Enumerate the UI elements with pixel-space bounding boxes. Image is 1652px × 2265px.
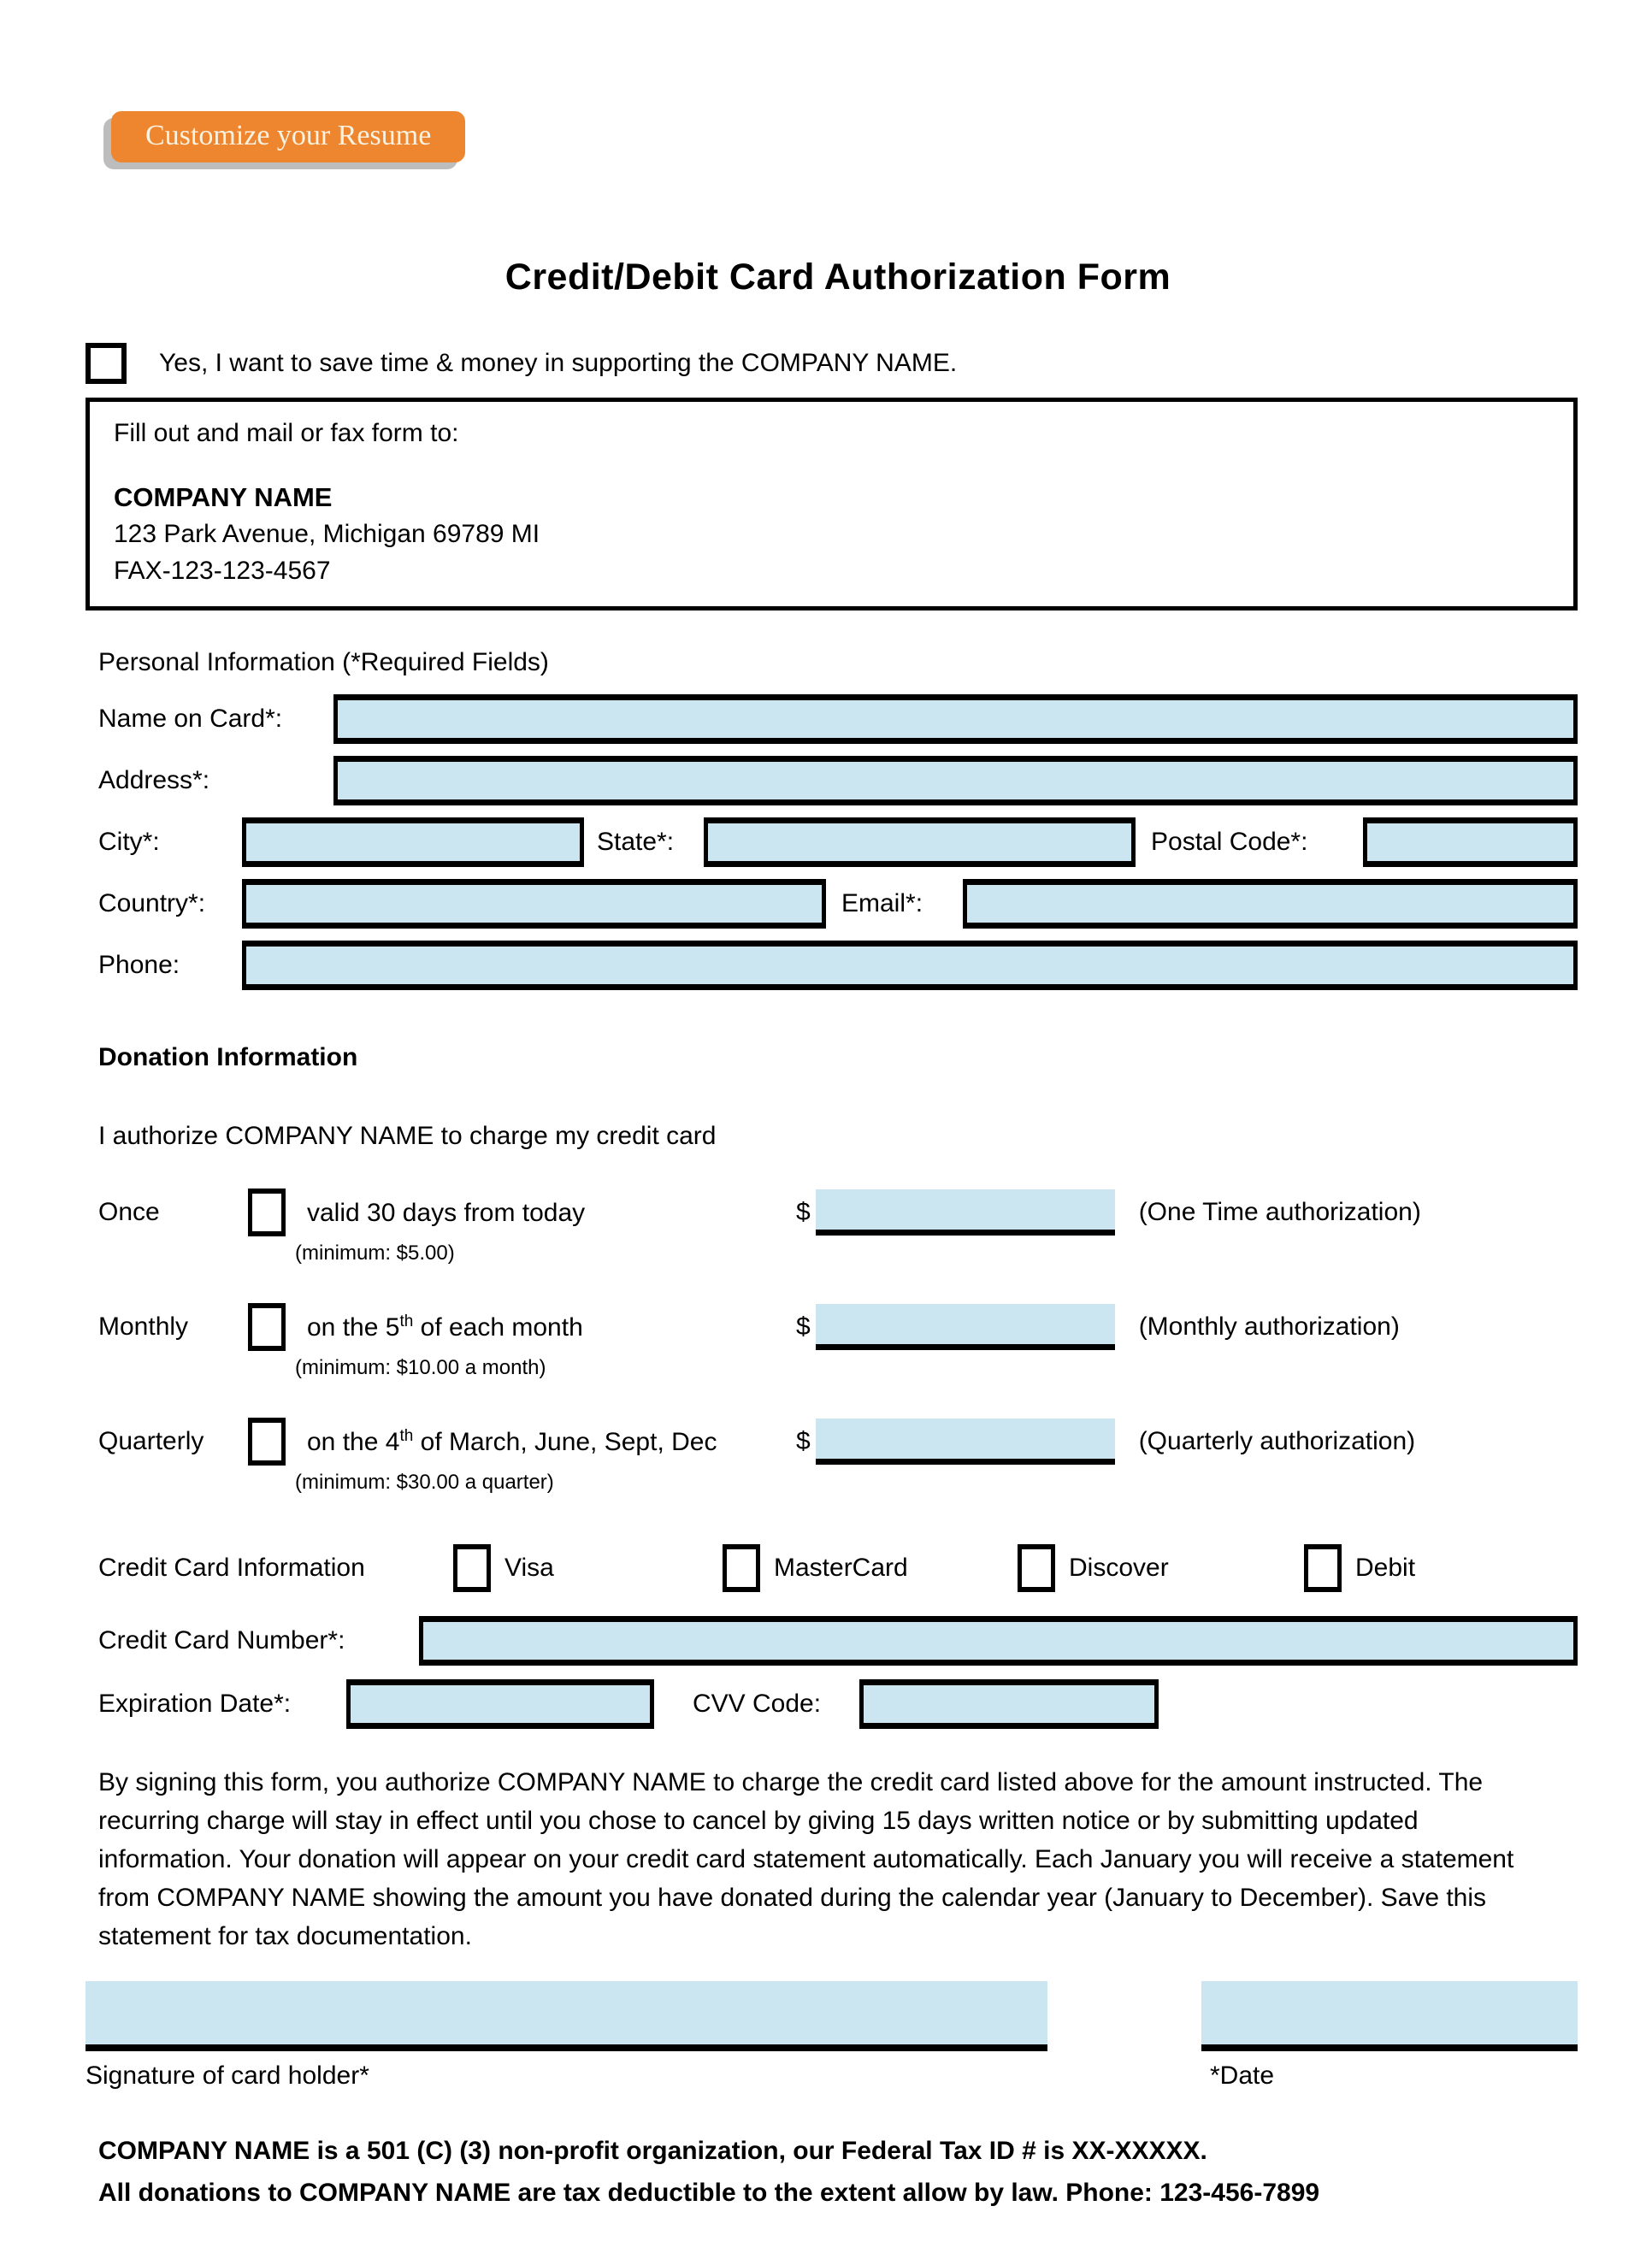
monthly-desc-text: on the 5 [307,1312,400,1342]
address-row [98,756,1578,805]
email-field[interactable] [963,879,1578,929]
footer-line-2: All donations to COMPANY NAME are tax deductible to the extent allow by law. Phone: 123-456-7899 [98,2179,1320,2207]
name-on-card-row [98,694,1578,744]
address-field[interactable] [333,756,1578,805]
debit-label: Debit [1355,1554,1416,1582]
phone-label: Phone: [98,951,180,979]
monthly-authorization-label: (Monthly authorization) [1138,1312,1400,1341]
signature-row [86,1981,1578,2091]
monthly-checkbox[interactable] [248,1303,286,1351]
once-dollar-sign: $ [796,1198,811,1226]
quarterly-amount-field[interactable] [816,1419,1115,1465]
date-field[interactable] [1201,1981,1578,2051]
customize-resume-button[interactable]: Customize your Resume [111,111,465,162]
once-authorization-label: (One Time authorization) [1138,1198,1421,1226]
email-label: Email*: [841,889,923,917]
optin-row [86,343,1578,384]
card-number-label: Credit Card Number*: [98,1626,345,1655]
once-minimum-note: (minimum: $5.00) [295,1242,455,1265]
quarterly-desc-text: on the 4 [307,1427,400,1456]
expiration-date-field[interactable] [346,1679,654,1729]
quarterly-dollar-sign: $ [796,1427,811,1455]
discover-checkbox[interactable] [1018,1544,1055,1592]
mailbox-intro: Fill out and mail or fax form to: [114,419,459,447]
monthly-desc-suffix: of each month [413,1312,583,1342]
city-label: City*: [98,828,160,856]
optin-checkbox[interactable] [86,343,127,384]
card-type-row [98,1544,1578,1592]
city-state-postal-row [98,817,1578,867]
debit-checkbox[interactable] [1304,1544,1342,1592]
credit-card-info-heading: Credit Card Information [98,1554,365,1582]
legal-disclaimer: By signing this form, you authorize COMPANY NAME to charge the credit card listed above for the amount instructed. The recurring charge will stay in effect until you chose to cancel by giving 15 days written notice or by submitting updated information. Your donation will appear on your credit card statement automatically. Each January you will receive a statement from COMPANY NAME showing the amount you have donated during the calendar year (January to December). Save this statement for tax documentation. [98,1768,1514,1950]
mail-fax-box [86,398,1578,610]
page-title: Credit/Debit Card Authorization Form [504,257,1171,298]
cvv-code-field[interactable] [859,1679,1159,1729]
phone-row [98,941,1578,990]
card-type-mastercard [723,1544,1018,1592]
signature-area [86,1981,1047,2091]
donation-monthly-row [98,1303,1578,1351]
donation-quarterly-row [98,1418,1578,1466]
donation-once-row [98,1189,1578,1236]
cvv-code-label: CVV Code: [693,1690,822,1718]
donation-info-heading: Donation Information [98,1043,358,1071]
date-label: *Date [1210,2062,1275,2090]
once-amount-field[interactable] [816,1189,1115,1236]
authorize-statement: I authorize COMPANY NAME to charge my credit card [98,1122,717,1150]
monthly-dollar-sign: $ [796,1312,811,1341]
mailbox-company: COMPANY NAME [114,482,333,512]
expiration-date-label: Expiration Date*: [98,1690,292,1718]
country-email-row [98,879,1578,929]
city-field[interactable] [242,817,584,867]
once-description [307,1198,796,1228]
name-on-card-label: Name on Card*: [98,705,283,733]
optin-label: Yes, I want to save time & money in supporting the COMPANY NAME. [159,349,958,377]
country-field[interactable] [242,879,826,929]
card-number-field[interactable] [419,1616,1578,1666]
postal-code-field[interactable] [1363,817,1578,867]
monthly-description [307,1312,796,1342]
state-label: State*: [597,828,675,856]
monthly-desc-sup: th [399,1312,414,1330]
expiration-cvv-row [98,1679,1578,1729]
once-checkbox[interactable] [248,1189,286,1236]
visa-label: Visa [504,1554,554,1582]
name-on-card-field[interactable] [333,694,1578,744]
phone-field[interactable] [242,941,1578,990]
mastercard-checkbox[interactable] [723,1544,760,1592]
monthly-label: Monthly [98,1312,189,1341]
date-area [1201,1981,1578,2091]
mailbox-fax: FAX-123-123-4567 [114,557,331,585]
state-field[interactable] [704,817,1136,867]
address-label: Address*: [98,766,210,794]
card-type-debit [1304,1544,1415,1592]
personal-info-heading: Personal Information (*Required Fields) [98,648,549,676]
mastercard-label: MasterCard [774,1554,908,1582]
once-label: Once [98,1198,160,1226]
quarterly-authorization-label: (Quarterly authorization) [1138,1427,1416,1455]
monthly-amount-field[interactable] [816,1304,1115,1350]
quarterly-desc-sup: th [399,1426,414,1445]
country-label: Country*: [98,889,206,917]
footer-note [98,2130,1578,2214]
quarterly-label: Quarterly [98,1427,204,1455]
card-number-row [98,1616,1578,1666]
footer-line-1: COMPANY NAME is a 501 (C) (3) non-profit organization, our Federal Tax ID # is XX-XXXXX. [98,2137,1207,2165]
discover-label: Discover [1069,1554,1169,1582]
monthly-minimum-note: (minimum: $10.00 a month) [295,1356,546,1379]
quarterly-checkbox[interactable] [248,1418,286,1466]
once-desc-text: valid 30 days from today [307,1198,586,1227]
postal-code-label: Postal Code*: [1151,828,1308,856]
mailbox-address: 123 Park Avenue, Michigan 69789 MI [114,520,540,548]
card-type-discover [1018,1544,1304,1592]
quarterly-desc-suffix: of March, June, Sept, Dec [413,1427,717,1456]
visa-checkbox[interactable] [453,1544,491,1592]
quarterly-minimum-note: (minimum: $30.00 a quarter) [295,1471,554,1494]
signature-field[interactable] [86,1981,1047,2051]
signature-label: Signature of card holder* [86,2062,369,2090]
quarterly-description [307,1427,796,1457]
card-type-visa [453,1544,723,1592]
